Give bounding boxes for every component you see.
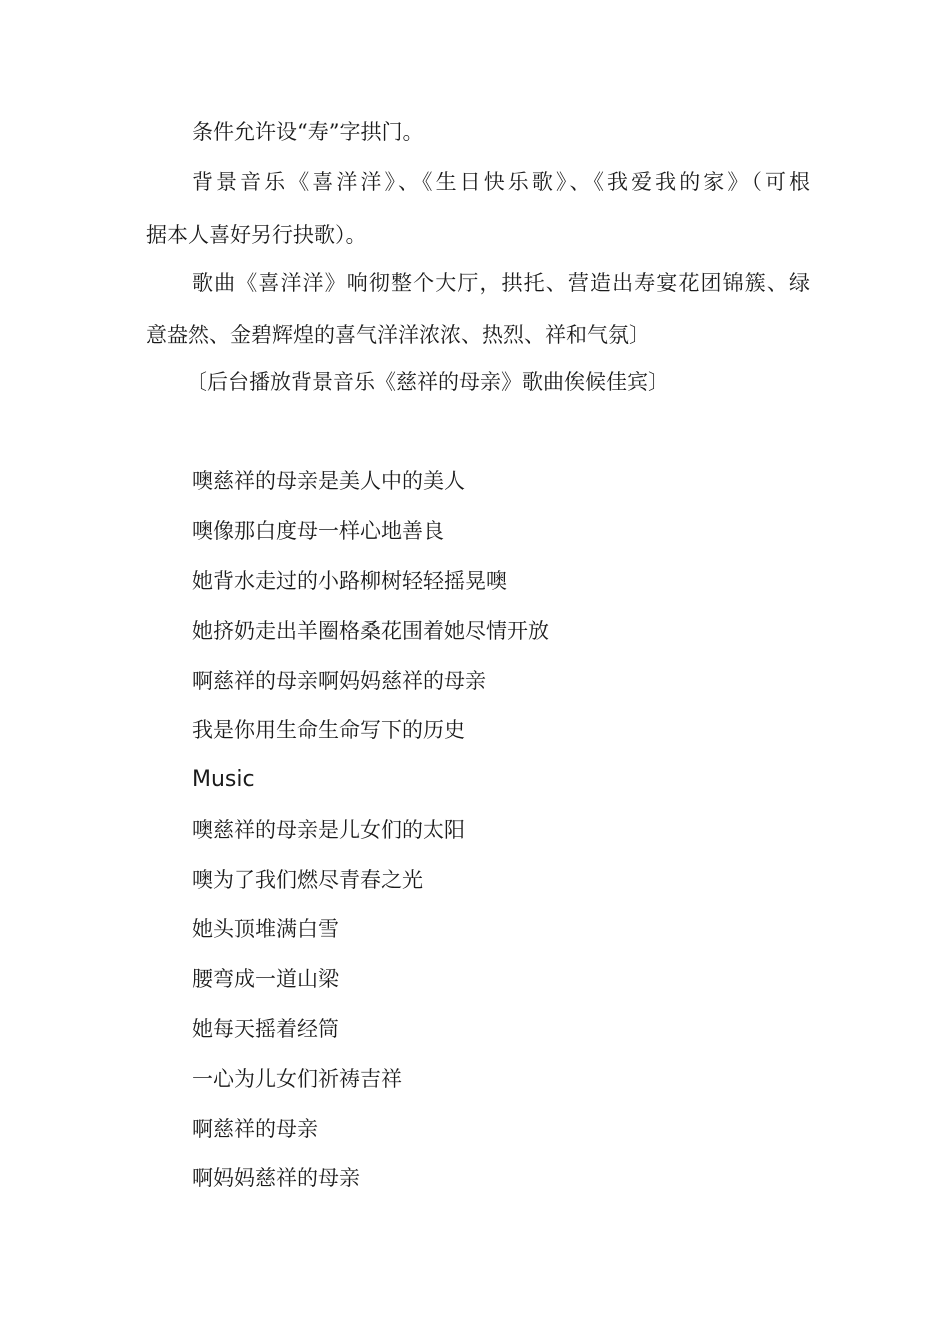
lyric-line: 啊妈妈慈祥的母亲: [192, 1166, 360, 1190]
song-paragraph-line-2: 意盎然、金碧辉煌的喜气洋洋浓浓、热烈、祥和气氛〕: [146, 323, 650, 347]
lyric-line: 啊慈祥的母亲啊妈妈慈祥的母亲: [192, 669, 486, 693]
lyric-line: 噢慈祥的母亲是美人中的美人: [192, 469, 465, 493]
lyric-line: 她背水走过的小路柳树轻轻摇晃噢: [192, 569, 507, 593]
lyric-line: 腰弯成一道山梁: [192, 967, 339, 991]
lyric-line: 她头顶堆满白雪: [192, 917, 339, 941]
lyric-line: 啊慈祥的母亲: [192, 1117, 318, 1141]
lyric-line: 我是你用生命生命写下的历史: [192, 718, 465, 742]
lyric-line: 她挤奶走出羊圈格桑花围着她尽情开放: [192, 619, 549, 643]
background-music-paragraph-line-2: 据本人喜好另行抉歌）。: [146, 223, 367, 247]
song-paragraph-line-1: 歌曲《喜洋洋》响彻整个大厅，拱托、营造出寿宴花团锦簇、绿: [192, 271, 810, 295]
arch-paragraph: 条件允许设“寿”字拱门。: [192, 120, 424, 144]
lyric-line: 噢像那白度母一样心地善良: [192, 519, 444, 543]
lyric-line: 一心为儿女们祈祷吉祥: [192, 1067, 402, 1091]
lyric-line: 噢为了我们燃尽青春之光: [192, 868, 423, 892]
lyric-line: 她每天摇着经筒: [192, 1017, 339, 1041]
background-music-paragraph-line-1: 背景音乐《喜洋洋》、《生日快乐歌》、《我爱我的家》（可根: [192, 170, 810, 194]
backstage-music-note: 〔后台播放背景音乐《慈祥的母亲》歌曲俟候佳宾〕: [186, 370, 669, 394]
music-label: Music: [192, 767, 255, 792]
lyric-line: 噢慈祥的母亲是儿女们的太阳: [192, 818, 465, 842]
